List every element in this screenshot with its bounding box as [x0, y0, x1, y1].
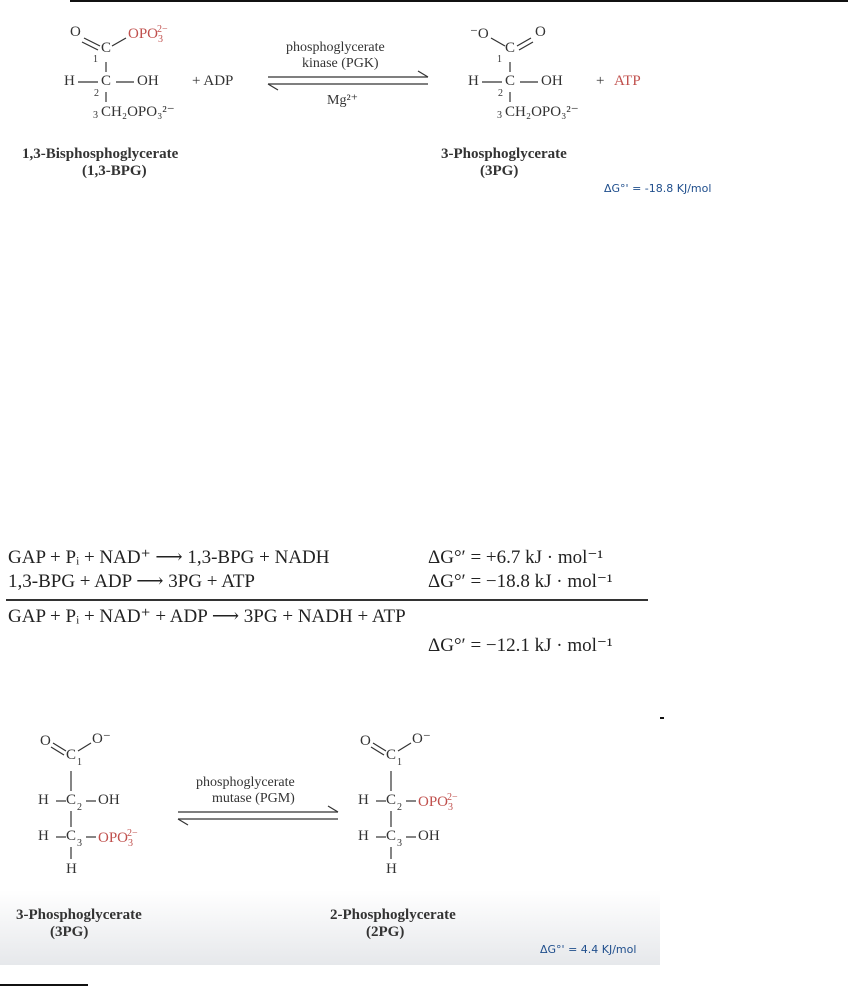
atom-c2: C [386, 792, 397, 808]
atom-o-minus: O⁻ [412, 731, 431, 747]
atom-o-minus: ⁻O [470, 26, 489, 42]
atom-c1: C [505, 40, 516, 56]
equation-line1-dg: ΔG°′ = +6.7 kJ · mol⁻¹ [428, 547, 604, 568]
product-abbr: (3PG) [480, 163, 519, 179]
atom-c3: C [66, 828, 77, 844]
carbon-number-2: 2 [498, 88, 503, 99]
reactant-abbr: (1,3-BPG) [82, 163, 147, 179]
atom-c3: C [386, 828, 397, 844]
atom-h: H [358, 792, 369, 808]
carbon-number-1: 1 [77, 757, 82, 768]
carbon-number-2: 2 [77, 802, 82, 813]
equation-line2-dg: ΔG°′ = −18.8 kJ · mol⁻¹ [428, 571, 613, 592]
phosphate-sub: 3 [128, 838, 134, 849]
carbon-number-3: 3 [77, 838, 82, 849]
delta-g-pgk: ΔG°' = -18.8 KJ/mol [604, 182, 712, 195]
hydroxyl-group: OH [137, 73, 159, 89]
atom-h: H [386, 861, 397, 877]
reactant-name: 3-Phosphoglycerate [16, 907, 142, 923]
atom-o-minus: O⁻ [92, 731, 111, 747]
product-name: 2-Phosphoglycerate [330, 907, 456, 923]
phosphate-label: OPO [98, 830, 129, 846]
phosphate-sub: 3 [448, 802, 454, 813]
hydroxyl-group: OH [541, 73, 563, 89]
equation-line2: 1,3-BPG + ADP ⟶ 3PG + ATP [8, 571, 255, 592]
enzyme-name-line1: phosphoglycerate [286, 40, 385, 55]
phosphate-sup: 2− [447, 792, 458, 803]
atom-c2: C [505, 73, 516, 89]
adp-label: + ADP [192, 73, 234, 89]
phosphate-group [128, 24, 174, 45]
equation-line1: GAP + Pᵢ + NAD⁺ ⟶ 1,3-BPG + NADH [8, 547, 330, 568]
product-name: 3-Phosphoglycerate [441, 146, 567, 162]
phosphate-sub: 3 [158, 34, 164, 45]
ch2opo3-group: CH₂OPO₃²⁻ [101, 104, 175, 120]
equation-sum: GAP + Pᵢ + NAD⁺ + ADP ⟶ 3PG + NADH + ATP [8, 606, 406, 627]
enzyme-name-line2: kinase (PGK) [302, 56, 379, 71]
phosphate-group [98, 828, 144, 849]
phosphate-group [418, 792, 464, 813]
atom-h: H [38, 828, 49, 844]
atom-h: H [66, 861, 77, 877]
reactant-abbr: (3PG) [50, 924, 89, 940]
carbon-number-2: 2 [397, 802, 402, 813]
atom-c2: C [101, 73, 112, 89]
product-abbr: (2PG) [366, 924, 405, 940]
carbon-number-3: 3 [497, 110, 502, 121]
atom-o-double: O [360, 733, 371, 749]
atom-c1: C [66, 747, 77, 763]
delta-g-pgm: ΔG°' = 4.4 KJ/mol [540, 943, 637, 956]
atp-label: ATP [614, 73, 641, 89]
cofactor-label: Mg²⁺ [327, 93, 359, 108]
reaction-pgm [0, 715, 660, 965]
atom-c1: C [101, 40, 112, 56]
atom-h: H [468, 73, 479, 89]
phosphate-label: OPO [128, 26, 159, 42]
atom-c2: C [66, 792, 77, 808]
hydroxyl-group: OH [418, 828, 440, 844]
enzyme-name-line1: phosphoglycerate [196, 775, 295, 790]
equation-sum-dg: ΔG°′ = −12.1 kJ · mol⁻¹ [428, 635, 613, 656]
plus-sign: + [596, 73, 605, 89]
carbon-number-1: 1 [397, 757, 402, 768]
carbon-number-1: 1 [93, 54, 98, 65]
atom-h: H [64, 73, 75, 89]
atom-o-double: O [40, 733, 51, 749]
carbon-number-3: 3 [397, 838, 402, 849]
carbon-number-3: 3 [93, 110, 98, 121]
carbon-number-2: 2 [94, 88, 99, 99]
phosphate-label: OPO [418, 794, 449, 810]
hydroxyl-group: OH [98, 792, 120, 808]
enzyme-name-line2: mutase (PGM) [212, 791, 295, 806]
atom-o-double: O [535, 24, 546, 40]
bottom-rule [0, 984, 88, 986]
reactant-name: 1,3-Bisphosphoglycerate [22, 146, 179, 162]
atom-h: H [38, 792, 49, 808]
phosphate-sup: 2− [127, 828, 138, 839]
atom-o-double: O [70, 24, 81, 40]
atom-c1: C [386, 747, 397, 763]
ch2opo3-group: CH₂OPO₃²⁻ [505, 104, 579, 120]
atom-h: H [358, 828, 369, 844]
carbon-number-1: 1 [497, 54, 502, 65]
equation-sum-rule [6, 599, 648, 601]
phosphate-sup: 2− [157, 24, 168, 35]
